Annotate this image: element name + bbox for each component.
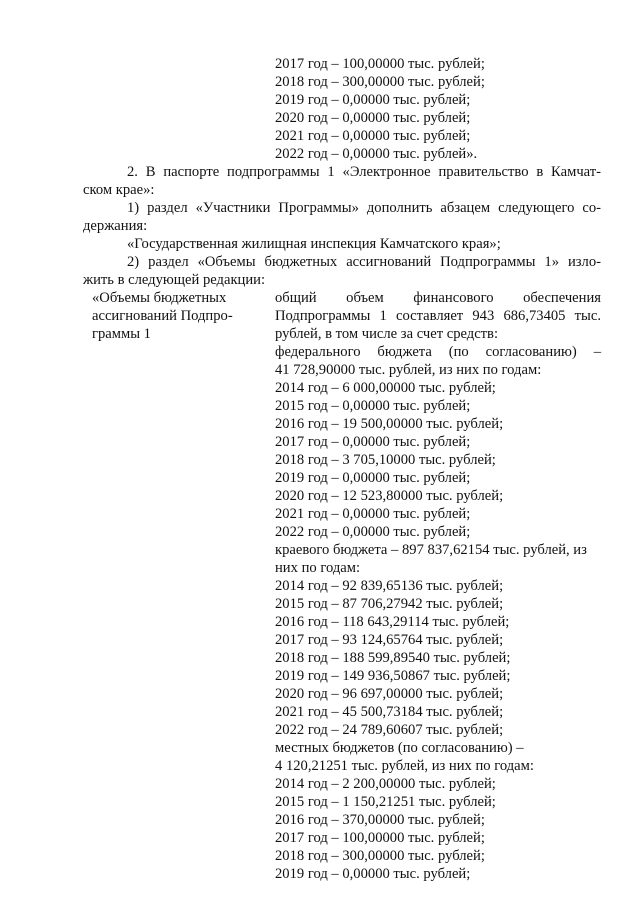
local-line-1: местных бюджетов (по согласованию) – bbox=[275, 740, 524, 756]
regional-year-line: 2015 год – 87 706,27942 тыс. рублей; bbox=[275, 596, 504, 612]
local-year-line: 2016 год – 370,00000 тыс. рублей; bbox=[275, 812, 485, 828]
federal-line-1: федерального бюджета (по согласованию) – bbox=[275, 344, 601, 360]
federal-year-line: 2022 год – 0,00000 тыс. рублей; bbox=[275, 524, 471, 540]
top-year-line: 2019 год – 0,00000 тыс. рублей; bbox=[275, 92, 471, 108]
regional-year-line: 2021 год – 45 500,73184 тыс. рублей; bbox=[275, 704, 504, 720]
item-2-2-line-2: жить в следующей редакции: bbox=[83, 272, 266, 288]
item-2-1-line-1: 1) раздел «Участники Программы» дополнить абзацем следующего со- bbox=[127, 200, 601, 216]
top-year-line: 2017 год – 100,00000 тыс. рублей; bbox=[275, 56, 485, 72]
regional-line-1: краевого бюджета – 897 837,62154 тыс. рублей, из bbox=[275, 542, 587, 558]
intro-line-3: рублей, в том числе за счет средств: bbox=[275, 326, 499, 342]
top-year-line: 2022 год – 0,00000 тыс. рублей». bbox=[275, 146, 478, 162]
local-year-line: 2019 год – 0,00000 тыс. рублей; bbox=[275, 866, 471, 882]
local-year-line: 2015 год – 1 150,21251 тыс. рублей; bbox=[275, 794, 496, 810]
federal-year-line: 2015 год – 0,00000 тыс. рублей; bbox=[275, 398, 471, 414]
federal-year-line: 2014 год – 6 000,00000 тыс. рублей; bbox=[275, 380, 496, 396]
item-2-1-line-2: держания: bbox=[83, 218, 148, 234]
local-year-line: 2014 год – 2 200,00000 тыс. рублей; bbox=[275, 776, 496, 792]
local-year-line: 2018 год – 300,00000 тыс. рублей; bbox=[275, 848, 485, 864]
federal-year-line: 2017 год – 0,00000 тыс. рублей; bbox=[275, 434, 471, 450]
regional-year-line: 2014 год – 92 839,65136 тыс. рублей; bbox=[275, 578, 504, 594]
item-2-line-2: ском крае»: bbox=[83, 182, 155, 198]
regional-year-line: 2022 год – 24 789,60607 тыс. рублей; bbox=[275, 722, 504, 738]
top-year-line: 2020 год – 0,00000 тыс. рублей; bbox=[275, 110, 471, 126]
regional-year-line: 2019 год – 149 936,50867 тыс. рублей; bbox=[275, 668, 511, 684]
participant-quote: «Государственная жилищная инспекция Камчатского края»; bbox=[127, 236, 501, 252]
intro-line-2: Подпрограммы 1 составляет 943 686,73405 тыс. bbox=[275, 308, 601, 324]
regional-year-line: 2016 год – 118 643,29114 тыс. рублей; bbox=[275, 614, 510, 630]
top-year-line: 2018 год – 300,00000 тыс. рублей; bbox=[275, 74, 485, 90]
intro-line-1: общий объем финансового обеспечения bbox=[275, 290, 601, 306]
item-2-line-1: 2. В паспорте подпрограммы 1 «Электронное правительство в Камчат- bbox=[127, 164, 601, 180]
federal-year-line: 2018 год – 3 705,10000 тыс. рублей; bbox=[275, 452, 496, 468]
federal-year-line: 2016 год – 19 500,00000 тыс. рублей; bbox=[275, 416, 504, 432]
federal-line-2: 41 728,90000 тыс. рублей, из них по годам: bbox=[275, 362, 542, 378]
federal-year-line: 2021 год – 0,00000 тыс. рублей; bbox=[275, 506, 471, 522]
regional-line-2: них по годам: bbox=[275, 560, 361, 576]
regional-year-line: 2017 год – 93 124,65764 тыс. рублей; bbox=[275, 632, 504, 648]
federal-year-line: 2020 год – 12 523,80000 тыс. рублей; bbox=[275, 488, 504, 504]
left-cell-line: «Объемы бюджетных bbox=[92, 290, 227, 306]
top-year-line: 2021 год – 0,00000 тыс. рублей; bbox=[275, 128, 471, 144]
left-cell-line: ассигнований Подпро- bbox=[92, 308, 233, 324]
item-2-2-line-1: 2) раздел «Объемы бюджетных ассигнований Подпрограммы 1» изло- bbox=[127, 254, 601, 270]
local-year-line: 2017 год – 100,00000 тыс. рублей; bbox=[275, 830, 485, 846]
left-cell-line: граммы 1 bbox=[92, 326, 151, 342]
local-line-2: 4 120,21251 тыс. рублей, из них по годам: bbox=[275, 758, 534, 774]
federal-year-line: 2019 год – 0,00000 тыс. рублей; bbox=[275, 470, 471, 486]
regional-year-line: 2020 год – 96 697,00000 тыс. рублей; bbox=[275, 686, 504, 702]
regional-year-line: 2018 год – 188 599,89540 тыс. рублей; bbox=[275, 650, 511, 666]
